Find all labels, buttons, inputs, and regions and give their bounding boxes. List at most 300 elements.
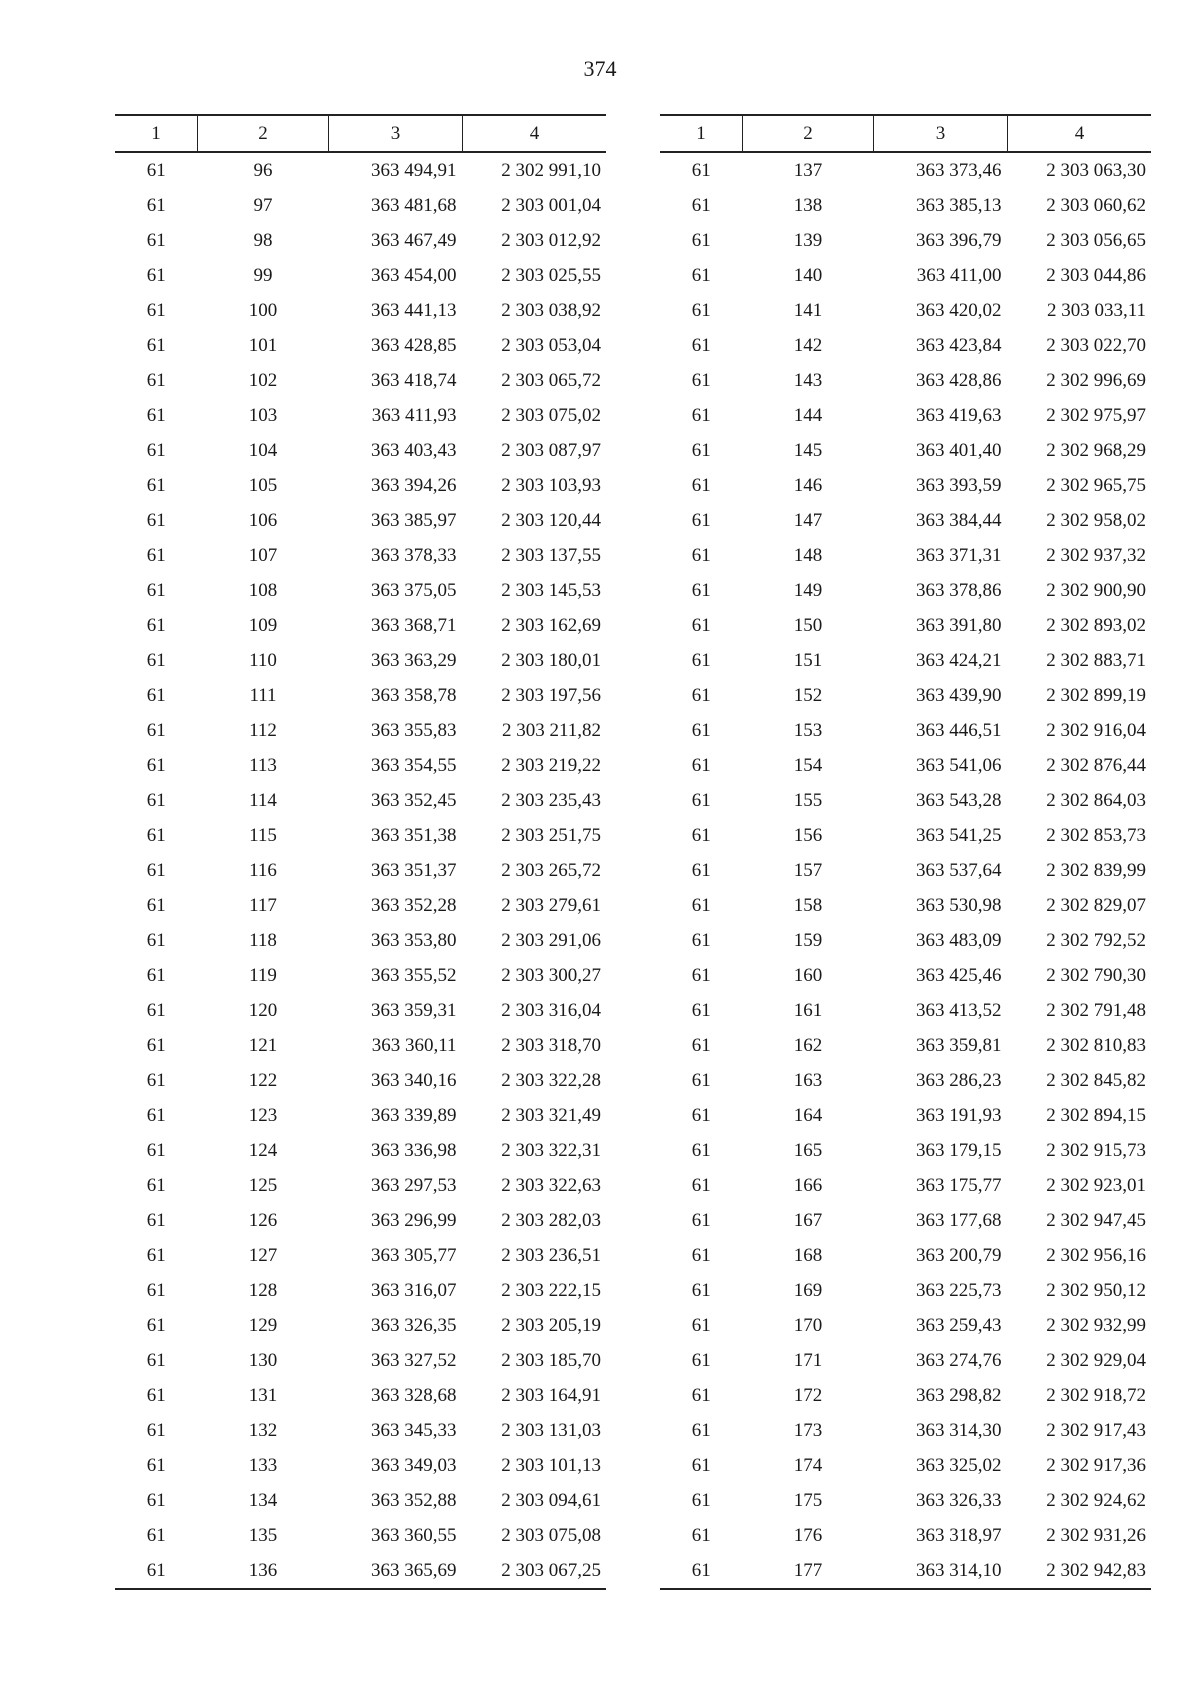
- x-coordinate-cell: 363 481,68: [371, 194, 457, 216]
- point-number-cell: 115: [249, 824, 277, 846]
- x-coordinate-cell: 363 351,38: [371, 824, 457, 846]
- x-coordinate-cell: 363 494,91: [371, 159, 457, 181]
- point-number-cell: 133: [248, 1454, 278, 1476]
- x-coordinate-cell: 363 355,83: [371, 719, 457, 741]
- zone-number-cell: 61: [146, 1174, 166, 1196]
- x-coordinate-cell: 363 355,52: [371, 964, 457, 986]
- y-coordinate-cell: 2 302 918,72: [1046, 1384, 1146, 1406]
- zone-number-cell: 61: [146, 369, 166, 391]
- y-coordinate-cell: 2 302 947,45: [1046, 1209, 1146, 1231]
- zone-number-cell: 61: [146, 194, 166, 216]
- table-row: [660, 573, 1151, 608]
- table-row: [115, 958, 606, 993]
- point-number-cell: 116: [249, 859, 277, 881]
- column-header: 1: [660, 115, 743, 152]
- table-row: [660, 783, 1151, 818]
- point-number-cell: 120: [248, 999, 278, 1021]
- x-coordinate-cell: 363 314,30: [916, 1419, 1002, 1441]
- point-number-cell: 110: [249, 649, 277, 671]
- y-coordinate-cell: 2 303 265,72: [501, 859, 601, 881]
- zone-number-cell: 61: [691, 614, 711, 636]
- y-coordinate-cell: 2 303 251,75: [501, 824, 601, 846]
- x-coordinate-cell: 363 326,35: [371, 1314, 457, 1336]
- table-row: [115, 1483, 606, 1518]
- table-header-row: [660, 115, 1151, 152]
- point-number-cell: 103: [248, 404, 278, 426]
- zone-number-cell: 61: [691, 1244, 711, 1266]
- y-coordinate-cell: 2 303 131,03: [501, 1419, 601, 1441]
- x-coordinate-cell: 363 541,25: [916, 824, 1002, 846]
- zone-number-cell: 61: [146, 649, 166, 671]
- zone-number-cell: 61: [146, 1419, 166, 1441]
- x-coordinate-cell: 363 446,51: [916, 719, 1002, 741]
- point-number-cell: 161: [793, 999, 823, 1021]
- y-coordinate-cell: 2 303 001,04: [501, 194, 601, 216]
- zone-number-cell: 61: [691, 1314, 711, 1336]
- zone-number-cell: 61: [146, 964, 166, 986]
- y-coordinate-cell: 2 302 937,32: [1046, 544, 1146, 566]
- table-row: [115, 783, 606, 818]
- table-row: [660, 1448, 1151, 1483]
- point-number-cell: 164: [793, 1104, 823, 1126]
- x-coordinate-cell: 363 391,80: [916, 614, 1002, 636]
- y-coordinate-cell: 2 303 056,65: [1046, 229, 1146, 251]
- table-row: [115, 853, 606, 888]
- y-coordinate-cell: 2 303 219,22: [501, 754, 601, 776]
- zone-number-cell: 61: [691, 474, 711, 496]
- zone-number-cell: 61: [691, 194, 711, 216]
- zone-number-cell: 61: [691, 929, 711, 951]
- zone-number-cell: 61: [691, 824, 711, 846]
- table-row: [115, 188, 606, 223]
- y-coordinate-cell: 2 303 087,97: [501, 439, 601, 461]
- table-row: [115, 1133, 606, 1168]
- table-row: [660, 1238, 1151, 1273]
- zone-number-cell: 61: [691, 1384, 711, 1406]
- table-row: [115, 1098, 606, 1133]
- y-coordinate-cell: 2 302 792,52: [1046, 929, 1146, 951]
- y-coordinate-cell: 2 302 931,26: [1046, 1524, 1146, 1546]
- table-row: [115, 713, 606, 748]
- table-row: [115, 1553, 606, 1589]
- table-row: [115, 1308, 606, 1343]
- zone-number-cell: 61: [691, 579, 711, 601]
- x-coordinate-cell: 363 305,77: [371, 1244, 457, 1266]
- zone-number-cell: 61: [146, 299, 166, 321]
- table-row: [660, 1063, 1151, 1098]
- y-coordinate-cell: 2 303 162,69: [501, 614, 601, 636]
- point-number-cell: 141: [793, 299, 823, 321]
- point-number-cell: 165: [793, 1139, 823, 1161]
- x-coordinate-cell: 363 441,13: [371, 299, 457, 321]
- zone-number-cell: 61: [146, 614, 166, 636]
- x-coordinate-cell: 363 393,59: [916, 474, 1002, 496]
- point-number-cell: 140: [793, 264, 823, 286]
- table-row: [660, 1098, 1151, 1133]
- table-row: [115, 223, 606, 258]
- zone-number-cell: 61: [660, 1553, 743, 1589]
- point-number-cell: 118: [249, 929, 277, 951]
- table-row: [115, 818, 606, 853]
- y-coordinate-cell: 2 303 101,13: [501, 1454, 601, 1476]
- point-number-cell: 151: [793, 649, 823, 671]
- point-number-cell: 149: [793, 579, 823, 601]
- point-number-cell: 131: [248, 1384, 278, 1406]
- point-number-cell: 100: [248, 299, 278, 321]
- y-coordinate-cell: 2 302 845,82: [1046, 1069, 1146, 1091]
- table-row: [660, 188, 1151, 223]
- y-coordinate-cell: 2 302 839,99: [1046, 859, 1146, 881]
- y-coordinate-cell: 2 303 065,72: [501, 369, 601, 391]
- point-number-cell: 125: [248, 1174, 278, 1196]
- x-coordinate-cell: 363 378,33: [371, 544, 457, 566]
- x-coordinate-cell: 363 411,00: [916, 264, 1002, 286]
- zone-number-cell: 61: [146, 719, 166, 741]
- point-number-cell: 132: [248, 1419, 278, 1441]
- y-coordinate-cell: 2 303 022,70: [1046, 334, 1146, 356]
- table-row: [115, 1518, 606, 1553]
- y-coordinate-cell: 2 303 067,25: [463, 1553, 607, 1589]
- zone-number-cell: 61: [691, 404, 711, 426]
- x-coordinate-cell: 363 326,33: [916, 1489, 1002, 1511]
- y-coordinate-cell: 2 302 876,44: [1046, 754, 1146, 776]
- point-number-cell: 152: [793, 684, 823, 706]
- x-coordinate-cell: 363 365,69: [329, 1553, 463, 1589]
- y-coordinate-cell: 2 302 900,90: [1046, 579, 1146, 601]
- point-number-cell: 121: [248, 1034, 278, 1056]
- zone-number-cell: 61: [691, 229, 711, 251]
- y-coordinate-cell: 2 303 164,91: [501, 1384, 601, 1406]
- coordinate-table-left: [115, 114, 606, 1590]
- y-coordinate-cell: 2 303 185,70: [501, 1349, 601, 1371]
- point-number-cell: 98: [253, 229, 273, 251]
- x-coordinate-cell: 363 428,86: [916, 369, 1002, 391]
- zone-number-cell: 61: [146, 474, 166, 496]
- x-coordinate-cell: 363 314,10: [874, 1553, 1008, 1589]
- x-coordinate-cell: 363 339,89: [371, 1104, 457, 1126]
- x-coordinate-cell: 363 359,81: [916, 1034, 1002, 1056]
- zone-number-cell: 61: [146, 439, 166, 461]
- table-row: [660, 1518, 1151, 1553]
- point-number-cell: 160: [793, 964, 823, 986]
- table-header-row: [115, 115, 606, 152]
- zone-number-cell: 61: [146, 544, 166, 566]
- y-coordinate-cell: 2 302 923,01: [1046, 1174, 1146, 1196]
- column-header: 2: [198, 115, 329, 152]
- table-row: [115, 573, 606, 608]
- table-row: [660, 258, 1151, 293]
- y-coordinate-cell: 2 303 103,93: [501, 474, 601, 496]
- table-row: [660, 468, 1151, 503]
- column-header: 3: [874, 115, 1008, 152]
- y-coordinate-cell: 2 303 291,06: [501, 929, 601, 951]
- x-coordinate-cell: 363 418,74: [371, 369, 457, 391]
- y-coordinate-cell: 2 303 145,53: [501, 579, 601, 601]
- y-coordinate-cell: 2 302 915,73: [1046, 1139, 1146, 1161]
- x-coordinate-cell: 363 354,55: [371, 754, 457, 776]
- column-header: 2: [743, 115, 874, 152]
- point-number-cell: 154: [793, 754, 823, 776]
- x-coordinate-cell: 363 259,43: [916, 1314, 1002, 1336]
- point-number-cell: 119: [249, 964, 277, 986]
- y-coordinate-cell: 2 303 060,62: [1046, 194, 1146, 216]
- table-row: [660, 1133, 1151, 1168]
- point-number-cell: 159: [793, 929, 823, 951]
- table-row: [115, 398, 606, 433]
- x-coordinate-cell: 363 359,31: [371, 999, 457, 1021]
- point-number-cell: 142: [793, 334, 823, 356]
- point-number-cell: 129: [248, 1314, 278, 1336]
- x-coordinate-cell: 363 439,90: [916, 684, 1002, 706]
- x-coordinate-cell: 363 325,02: [916, 1454, 1002, 1476]
- zone-number-cell: 61: [146, 1034, 166, 1056]
- x-coordinate-cell: 363 200,79: [916, 1244, 1002, 1266]
- point-number-cell: 101: [248, 334, 278, 356]
- zone-number-cell: 61: [146, 999, 166, 1021]
- y-coordinate-cell: 2 303 053,04: [501, 334, 601, 356]
- y-coordinate-cell: 2 302 996,69: [1046, 369, 1146, 391]
- point-number-cell: 106: [248, 509, 278, 531]
- table-row: [660, 293, 1151, 328]
- x-coordinate-cell: 363 353,80: [371, 929, 457, 951]
- y-coordinate-cell: 2 302 932,99: [1046, 1314, 1146, 1336]
- zone-number-cell: 61: [691, 649, 711, 671]
- y-coordinate-cell: 2 303 075,08: [501, 1524, 601, 1546]
- table-row: [660, 1308, 1151, 1343]
- zone-number-cell: 61: [691, 1139, 711, 1161]
- point-number-cell: 158: [793, 894, 823, 916]
- y-coordinate-cell: 2 303 120,44: [501, 509, 601, 531]
- y-coordinate-cell: 2 302 916,04: [1046, 719, 1146, 741]
- table-row: [660, 958, 1151, 993]
- zone-number-cell: 61: [146, 1139, 166, 1161]
- x-coordinate-cell: 363 384,44: [916, 509, 1002, 531]
- x-coordinate-cell: 363 385,97: [371, 509, 457, 531]
- y-coordinate-cell: 2 303 282,03: [501, 1209, 601, 1231]
- zone-number-cell: 61: [691, 509, 711, 531]
- table-row: [660, 713, 1151, 748]
- x-coordinate-cell: 363 316,07: [371, 1279, 457, 1301]
- x-coordinate-cell: 363 327,52: [371, 1349, 457, 1371]
- y-coordinate-cell: 2 302 883,71: [1046, 649, 1146, 671]
- table-row: [660, 328, 1151, 363]
- x-coordinate-cell: 363 352,45: [371, 789, 457, 811]
- table-row: [115, 433, 606, 468]
- y-coordinate-cell: 2 302 991,10: [501, 159, 601, 181]
- point-number-cell: 155: [793, 789, 823, 811]
- zone-number-cell: 61: [146, 579, 166, 601]
- x-coordinate-cell: 363 423,84: [916, 334, 1002, 356]
- table-row: [115, 678, 606, 713]
- y-coordinate-cell: 2 302 968,29: [1046, 439, 1146, 461]
- point-number-cell: 127: [248, 1244, 278, 1266]
- table-row: [660, 538, 1151, 573]
- y-coordinate-cell: 2 302 899,19: [1046, 684, 1146, 706]
- point-number-cell: 99: [253, 264, 273, 286]
- y-coordinate-cell: 2 303 222,15: [501, 1279, 601, 1301]
- point-number-cell: 138: [793, 194, 823, 216]
- point-number-cell: 174: [793, 1454, 823, 1476]
- zone-number-cell: 61: [691, 369, 711, 391]
- point-number-cell: 148: [793, 544, 823, 566]
- zone-number-cell: 61: [691, 894, 711, 916]
- table-row: [115, 923, 606, 958]
- table-row: [115, 748, 606, 783]
- y-coordinate-cell: 2 302 929,04: [1046, 1349, 1146, 1371]
- point-number-cell: 136: [198, 1553, 329, 1589]
- point-number-cell: 112: [249, 719, 277, 741]
- x-coordinate-cell: 363 328,68: [371, 1384, 457, 1406]
- y-coordinate-cell: 2 303 318,70: [501, 1034, 601, 1056]
- zone-number-cell: 61: [146, 509, 166, 531]
- x-coordinate-cell: 363 298,82: [916, 1384, 1002, 1406]
- zone-number-cell: 61: [146, 929, 166, 951]
- x-coordinate-cell: 363 401,40: [916, 439, 1002, 461]
- point-number-cell: 162: [793, 1034, 823, 1056]
- zone-number-cell: 61: [146, 1104, 166, 1126]
- zone-number-cell: 61: [691, 684, 711, 706]
- x-coordinate-cell: 363 411,93: [371, 404, 457, 426]
- table-row: [660, 818, 1151, 853]
- y-coordinate-cell: 2 303 316,04: [501, 999, 601, 1021]
- y-coordinate-cell: 2 302 975,97: [1046, 404, 1146, 426]
- x-coordinate-cell: 363 385,13: [916, 194, 1002, 216]
- zone-number-cell: 61: [146, 894, 166, 916]
- table-row: [660, 993, 1151, 1028]
- point-number-cell: 170: [793, 1314, 823, 1336]
- table-row: [660, 1378, 1151, 1413]
- x-coordinate-cell: 363 349,03: [371, 1454, 457, 1476]
- point-number-cell: 96: [253, 159, 273, 181]
- table-row: [115, 538, 606, 573]
- y-coordinate-cell: 2 303 038,92: [501, 299, 601, 321]
- y-coordinate-cell: 2 303 322,31: [501, 1139, 601, 1161]
- zone-number-cell: 61: [146, 1209, 166, 1231]
- y-coordinate-cell: 2 302 893,02: [1046, 614, 1146, 636]
- zone-number-cell: 61: [691, 789, 711, 811]
- zone-number-cell: 61: [146, 824, 166, 846]
- table-row: [115, 1238, 606, 1273]
- zone-number-cell: 61: [691, 159, 711, 181]
- point-number-cell: 124: [248, 1139, 278, 1161]
- point-number-cell: 107: [248, 544, 278, 566]
- point-number-cell: 117: [249, 894, 277, 916]
- x-coordinate-cell: 363 297,53: [371, 1174, 457, 1196]
- table-row: [115, 993, 606, 1028]
- point-number-cell: 172: [793, 1384, 823, 1406]
- table-row: [115, 468, 606, 503]
- table-row: [115, 503, 606, 538]
- y-coordinate-cell: 2 303 322,28: [501, 1069, 601, 1091]
- page-number: 374: [583, 56, 617, 81]
- y-coordinate-cell: 2 303 322,63: [501, 1174, 601, 1196]
- point-number-cell: 169: [793, 1279, 823, 1301]
- x-coordinate-cell: 363 351,37: [371, 859, 457, 881]
- zone-number-cell: 61: [691, 1069, 711, 1091]
- x-coordinate-cell: 363 179,15: [916, 1139, 1002, 1161]
- point-number-cell: 143: [793, 369, 823, 391]
- x-coordinate-cell: 363 396,79: [916, 229, 1002, 251]
- x-coordinate-cell: 363 454,00: [371, 264, 457, 286]
- x-coordinate-cell: 363 352,88: [371, 1489, 457, 1511]
- x-coordinate-cell: 363 425,46: [916, 964, 1002, 986]
- x-coordinate-cell: 363 286,23: [916, 1069, 1002, 1091]
- table-row: [660, 888, 1151, 923]
- point-number-cell: 163: [793, 1069, 823, 1091]
- x-coordinate-cell: 363 530,98: [916, 894, 1002, 916]
- zone-number-cell: 61: [146, 1454, 166, 1476]
- table-body: [660, 152, 1151, 1589]
- point-number-cell: 123: [248, 1104, 278, 1126]
- point-number-cell: 153: [793, 719, 823, 741]
- table-row: [660, 923, 1151, 958]
- zone-number-cell: 61: [691, 719, 711, 741]
- table-row: [660, 503, 1151, 538]
- x-coordinate-cell: 363 175,77: [916, 1174, 1002, 1196]
- x-coordinate-cell: 363 352,28: [371, 894, 457, 916]
- y-coordinate-cell: 2 302 950,12: [1046, 1279, 1146, 1301]
- zone-number-cell: 61: [146, 264, 166, 286]
- zone-number-cell: 61: [146, 1384, 166, 1406]
- point-number-cell: 102: [248, 369, 278, 391]
- y-coordinate-cell: 2 303 063,30: [1046, 159, 1146, 181]
- y-coordinate-cell: 2 302 965,75: [1046, 474, 1146, 496]
- zone-number-cell: 61: [691, 264, 711, 286]
- x-coordinate-cell: 363 483,09: [916, 929, 1002, 951]
- y-coordinate-cell: 2 303 321,49: [501, 1104, 601, 1126]
- table-row: [115, 1343, 606, 1378]
- point-number-cell: 111: [249, 684, 277, 706]
- y-coordinate-cell: 2 303 094,61: [501, 1489, 601, 1511]
- y-coordinate-cell: 2 303 137,55: [501, 544, 601, 566]
- y-coordinate-cell: 2 303 279,61: [501, 894, 601, 916]
- x-coordinate-cell: 363 394,26: [371, 474, 457, 496]
- x-coordinate-cell: 363 274,76: [916, 1349, 1002, 1371]
- point-number-cell: 144: [793, 404, 823, 426]
- point-number-cell: 130: [248, 1349, 278, 1371]
- point-number-cell: 113: [249, 754, 277, 776]
- y-coordinate-cell: 2 303 033,11: [1046, 299, 1146, 321]
- zone-number-cell: 61: [691, 1034, 711, 1056]
- zone-number-cell: 61: [146, 1524, 166, 1546]
- table-row: [115, 328, 606, 363]
- column-header: 3: [329, 115, 463, 152]
- point-number-cell: 105: [248, 474, 278, 496]
- point-number-cell: 114: [249, 789, 277, 811]
- table-row: [660, 433, 1151, 468]
- point-number-cell: 150: [793, 614, 823, 636]
- zone-number-cell: 61: [691, 1174, 711, 1196]
- point-number-cell: 128: [248, 1279, 278, 1301]
- x-coordinate-cell: 363 424,21: [916, 649, 1002, 671]
- table-row: [660, 1028, 1151, 1063]
- zone-number-cell: 61: [115, 1553, 198, 1589]
- table-row: [115, 1273, 606, 1308]
- x-coordinate-cell: 363 360,11: [371, 1034, 457, 1056]
- point-number-cell: 108: [248, 579, 278, 601]
- x-coordinate-cell: 363 358,78: [371, 684, 457, 706]
- y-coordinate-cell: 2 302 853,73: [1046, 824, 1146, 846]
- y-coordinate-cell: 2 303 235,43: [501, 789, 601, 811]
- zone-number-cell: 61: [691, 544, 711, 566]
- x-coordinate-cell: 363 345,33: [371, 1419, 457, 1441]
- point-number-cell: 145: [793, 439, 823, 461]
- point-number-cell: 177: [743, 1553, 874, 1589]
- zone-number-cell: 61: [691, 1419, 711, 1441]
- point-number-cell: 175: [793, 1489, 823, 1511]
- zone-number-cell: 61: [691, 299, 711, 321]
- column-header: 4: [463, 115, 607, 152]
